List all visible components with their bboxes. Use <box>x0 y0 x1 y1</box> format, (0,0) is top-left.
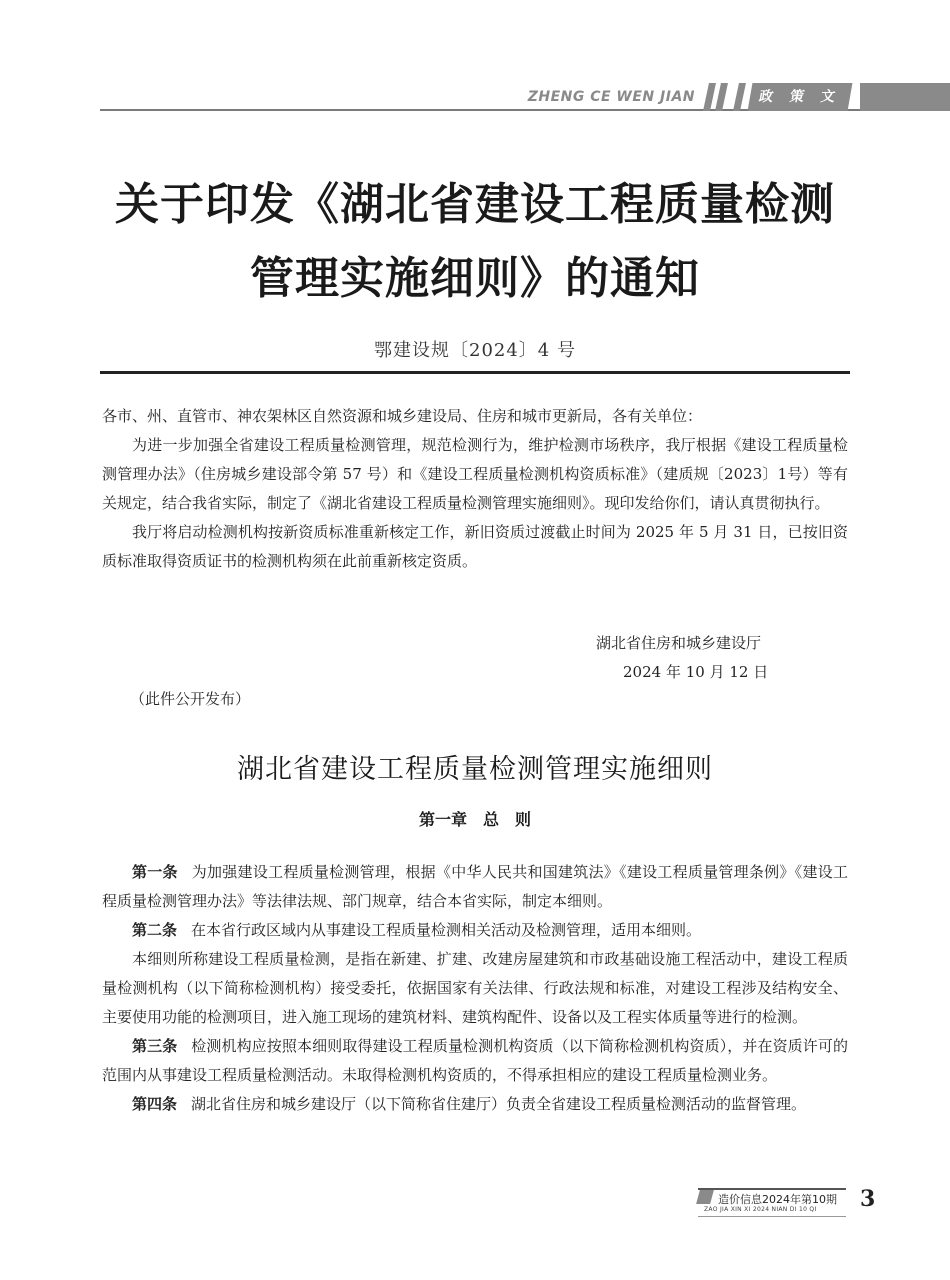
salutation-text: 各市、州、直管市、神农架林区自然资源和城乡建设局、住房和城市更新局，各有关单位： <box>102 407 703 425</box>
issue-date: 2024 年 10 月 12 日 <box>623 663 769 681</box>
article-text: 检测机构应按照本细则取得建设工程质量检测机构资质（以下简称检测机构资质），并在资质许可的范围内从事建设工程质量检测活动。未取得检测机构资质的，不得承担相应的建设工程质量检测业务。 <box>102 1037 848 1084</box>
header-section-tag: 政 策 文 件 <box>748 83 853 111</box>
article-2-paragraph <box>102 945 848 1032</box>
journal-pinyin: ZAO JIA XIN XI 2024 NIAN DI 10 QI <box>704 1206 817 1213</box>
article-2 <box>102 916 848 945</box>
notice-title-line2: 管理实施细则》的通知 <box>250 253 700 304</box>
article-text: 在本省行政区域内从事建设工程质量检测相关活动及检测管理，适用本细则。 <box>191 921 702 939</box>
article-4 <box>102 1090 848 1119</box>
article-text: 本细则所称建设工程质量检测，是指在新建、扩建、改建房屋建筑和市政基础设施工程活动中，建设工程质量检测机构（以下简称检测机构）接受委托，依据国家有关法律、行政法规和标准，对建设工程涉及结构安全、主要使用功能的检测项目，进入施工现场的建筑材料、建筑构配件、设备以及工程实体质量等进行的检测。 <box>102 950 848 1026</box>
page-number: 3 <box>860 1186 876 1212</box>
salutation <box>102 402 848 431</box>
article-label: 第三条 <box>132 1037 178 1055</box>
document-number: 鄂建设规〔2024〕4 号 <box>374 340 576 361</box>
header-decor-bars <box>702 83 750 111</box>
article-1 <box>102 858 848 916</box>
signer: 湖北省住房和城乡建设厅 <box>596 634 762 652</box>
article-text: 湖北省住房和城乡建设厅（以下简称省住建厅）负责全省建设工程质量检测活动的监督管理。 <box>191 1095 807 1113</box>
rules-title: 湖北省建设工程质量检测管理实施细则 <box>237 754 713 785</box>
title-rule <box>100 371 850 374</box>
notice-paragraph-2: 我厅将启动检测机构按新资质标准重新核定工作，新旧资质过渡截止时间为 2025 年 5 月 31 日，已按旧资质标准取得资质证书的检测机构须在此前重新核定资质。 <box>102 523 848 570</box>
article-label: 第一条 <box>132 863 178 881</box>
notice-title-line1: 关于印发《湖北省建设工程质量检测 <box>115 179 835 230</box>
header-tail-block <box>860 83 950 111</box>
articles <box>102 858 848 1119</box>
article-3 <box>102 1032 848 1090</box>
article-text: 为加强建设工程质量检测管理，根据《中华人民共和国建筑法》《建设工程质量管理条例》《建设工程质量检测管理办法》等法律法规、部门规章，结合本省实际，制定本细则。 <box>102 863 848 910</box>
notice-paragraph-1: 为进一步加强全省建设工程质量检测管理，规范检测行为，维护检测市场秩序，我厅根据《建设工程质量检测管理办法》（住房城乡建设部令第 57 号）和《建设工程质量检测机构资质标准》（建质规〔2023〕1号）等有关规定，结合我省实际，制定了《湖北省建设工程质量检测管理实施细则》。现印发给你们，请认真贯彻执行。 <box>102 436 848 512</box>
journal-footer <box>698 1188 846 1217</box>
header-english-label: ZHENG CE WEN JIAN <box>527 89 695 105</box>
chapter-heading: 第一章 总 则 <box>418 810 531 829</box>
journal-name: 造价信息2024年第10期 <box>718 1193 837 1206</box>
footer-mark <box>696 1190 714 1204</box>
publication-note: （此件公开发布） <box>130 690 251 708</box>
article-label: 第四条 <box>132 1095 178 1113</box>
notice-title <box>100 168 850 316</box>
article-label: 第二条 <box>132 921 178 939</box>
notice-body <box>102 431 848 576</box>
section-header <box>100 83 950 133</box>
